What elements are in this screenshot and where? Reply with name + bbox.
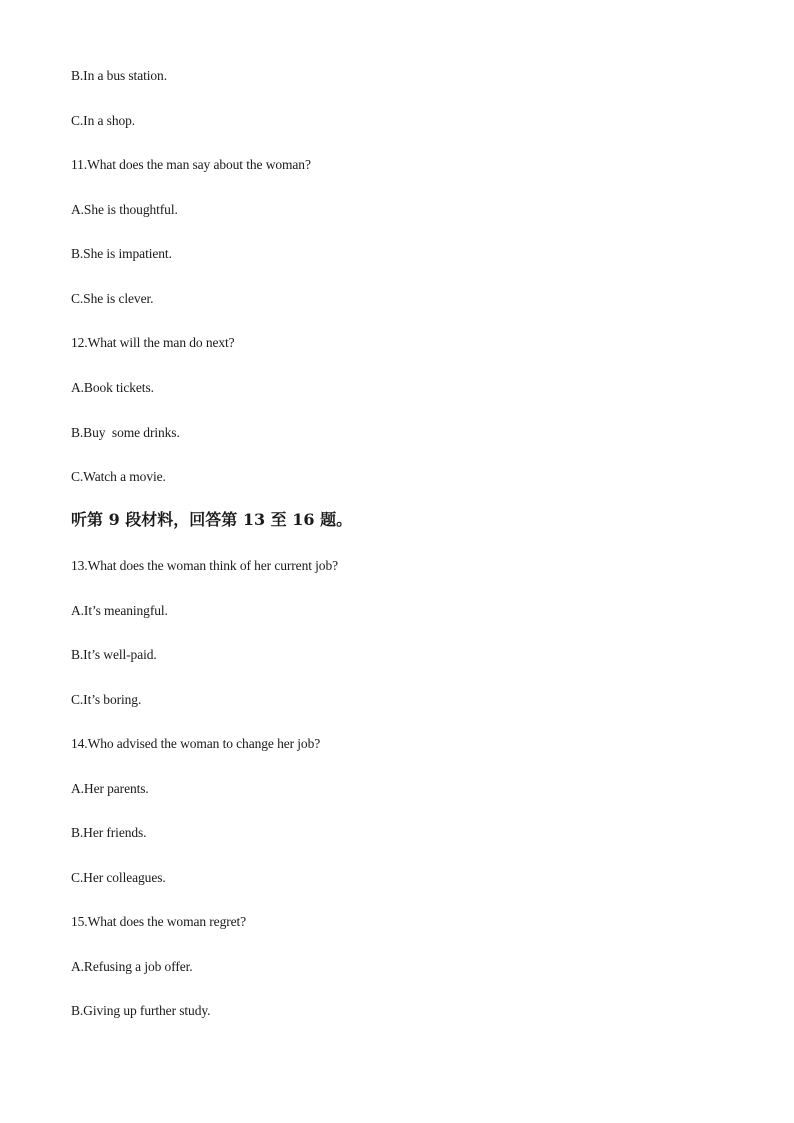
question-15: 15.What does the woman regret? <box>71 914 247 929</box>
option-13c: C.It’s boring. <box>71 692 142 707</box>
option-12c: C.Watch a movie. <box>71 469 166 484</box>
section-heading: 听第 9 段材料，回答第 13 至 16 题。 <box>71 510 353 529</box>
option-11c: C.She is clever. <box>71 291 154 306</box>
option-14b: B.Her friends. <box>71 825 147 840</box>
option-10c: C.In a shop. <box>71 113 136 128</box>
question-11: 11.What does the man say about the woman? <box>71 157 311 172</box>
question-12: 12.What will the man do next? <box>71 335 235 350</box>
option-11b: B.She is impatient. <box>71 246 172 261</box>
option-15b: B.Giving up further study. <box>71 1003 211 1018</box>
option-11a: A.She is thoughtful. <box>71 202 178 217</box>
option-14c: C.Her colleagues. <box>71 870 166 885</box>
question-13: 13.What does the woman think of her current job? <box>71 558 338 573</box>
option-14a: A.Her parents. <box>71 781 149 796</box>
option-10b: B.In a bus station. <box>71 68 167 83</box>
option-12b: B.Buy some drinks. <box>71 425 180 440</box>
question-14: 14.Who advised the woman to change her job? <box>71 736 321 751</box>
option-15a: A.Refusing a job offer. <box>71 959 193 974</box>
option-12a: A.Book tickets. <box>71 380 154 395</box>
option-13a: A.It’s meaningful. <box>71 603 168 618</box>
option-13b: B.It’s well-paid. <box>71 647 157 662</box>
